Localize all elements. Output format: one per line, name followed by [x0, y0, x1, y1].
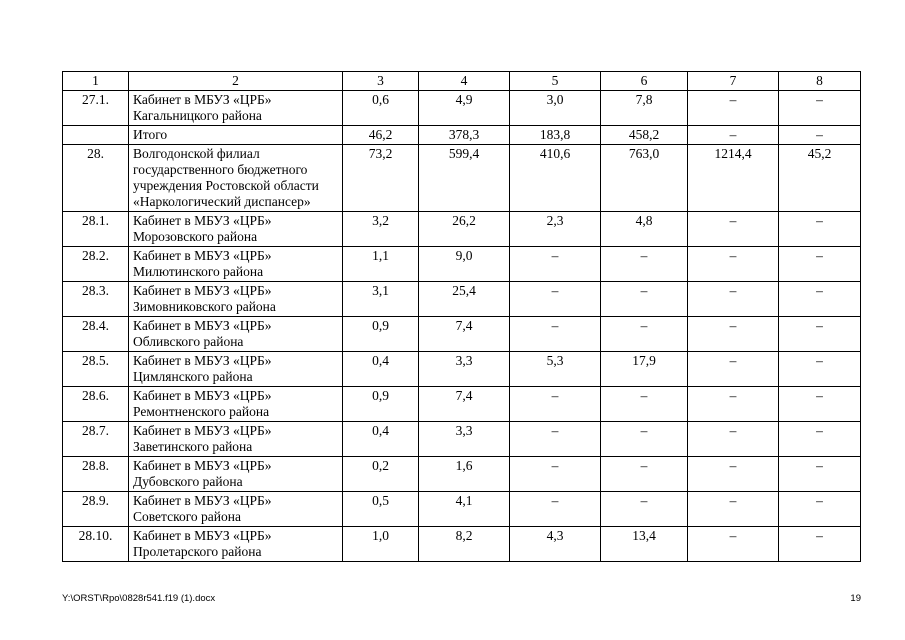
- footer-file-path: Y:\ORST\Rpo\0828r541.f19 (1).docx: [62, 593, 216, 604]
- table-row: [63, 422, 861, 457]
- cell-col6: 13,4: [601, 527, 688, 562]
- cell-col7: –: [688, 527, 779, 562]
- cell-col7: –: [688, 247, 779, 282]
- row-name: Кабинет в МБУЗ «ЦРБ» Зимовниковского района: [129, 282, 343, 317]
- cell-col7: –: [688, 282, 779, 317]
- cell-col4: 26,2: [419, 212, 510, 247]
- table-row: [63, 212, 861, 247]
- table-row: [63, 352, 861, 387]
- header-cell: 4: [419, 72, 510, 91]
- cell-col7: –: [688, 91, 779, 126]
- cell-col6: –: [601, 422, 688, 457]
- cell-col6: 763,0: [601, 145, 688, 212]
- cell-col3: 0,4: [343, 422, 419, 457]
- cell-col5: –: [510, 387, 601, 422]
- cell-col5: 4,3: [510, 527, 601, 562]
- table-row: [63, 91, 861, 126]
- cell-col6: –: [601, 387, 688, 422]
- cell-col7: –: [688, 212, 779, 247]
- row-name: Кабинет в МБУЗ «ЦРБ» Ремонтненского района: [129, 387, 343, 422]
- header-cell: 5: [510, 72, 601, 91]
- row-number: 28.1.: [63, 212, 129, 247]
- header-cell: 7: [688, 72, 779, 91]
- cell-col3: 1,1: [343, 247, 419, 282]
- row-name: Кабинет в МБУЗ «ЦРБ» Заветинского района: [129, 422, 343, 457]
- cell-col5: 183,8: [510, 126, 601, 145]
- header-cell: 6: [601, 72, 688, 91]
- cell-col8: –: [779, 387, 861, 422]
- row-name: Кабинет в МБУЗ «ЦРБ» Цимлянского района: [129, 352, 343, 387]
- table-row: [63, 282, 861, 317]
- table-row: [63, 126, 861, 145]
- cell-col7: –: [688, 126, 779, 145]
- cell-col6: 458,2: [601, 126, 688, 145]
- cell-col6: 17,9: [601, 352, 688, 387]
- row-name: Итого: [129, 126, 343, 145]
- cell-col4: 3,3: [419, 352, 510, 387]
- row-number: 28.3.: [63, 282, 129, 317]
- row-number: 28.7.: [63, 422, 129, 457]
- cell-col7: –: [688, 317, 779, 352]
- cell-col8: 45,2: [779, 145, 861, 212]
- cell-col4: 9,0: [419, 247, 510, 282]
- data-table: [62, 71, 861, 562]
- table-row: [63, 145, 861, 212]
- cell-col6: 7,8: [601, 91, 688, 126]
- cell-col4: 25,4: [419, 282, 510, 317]
- row-number: 28.4.: [63, 317, 129, 352]
- table-row: [63, 492, 861, 527]
- row-name: Кабинет в МБУЗ «ЦРБ» Обливского района: [129, 317, 343, 352]
- cell-col5: –: [510, 422, 601, 457]
- cell-col3: 0,4: [343, 352, 419, 387]
- cell-col7: –: [688, 352, 779, 387]
- cell-col4: 4,9: [419, 91, 510, 126]
- cell-col5: –: [510, 282, 601, 317]
- cell-col8: –: [779, 282, 861, 317]
- row-number: [63, 126, 129, 145]
- cell-col4: 8,2: [419, 527, 510, 562]
- header-cell: 2: [129, 72, 343, 91]
- header-cell: 1: [63, 72, 129, 91]
- cell-col3: 3,2: [343, 212, 419, 247]
- cell-col8: –: [779, 247, 861, 282]
- cell-col3: 0,9: [343, 317, 419, 352]
- cell-col6: –: [601, 247, 688, 282]
- cell-col5: 3,0: [510, 91, 601, 126]
- row-name: Кабинет в МБУЗ «ЦРБ» Советского района: [129, 492, 343, 527]
- page-number: 19: [850, 593, 861, 604]
- cell-col7: –: [688, 387, 779, 422]
- cell-col6: –: [601, 317, 688, 352]
- cell-col8: –: [779, 126, 861, 145]
- cell-col4: 3,3: [419, 422, 510, 457]
- cell-col3: 0,5: [343, 492, 419, 527]
- cell-col3: 1,0: [343, 527, 419, 562]
- row-number: 28.10.: [63, 527, 129, 562]
- cell-col3: 3,1: [343, 282, 419, 317]
- cell-col5: –: [510, 247, 601, 282]
- cell-col7: –: [688, 457, 779, 492]
- cell-col8: –: [779, 527, 861, 562]
- cell-col5: –: [510, 317, 601, 352]
- row-number: 28.6.: [63, 387, 129, 422]
- cell-col4: 599,4: [419, 145, 510, 212]
- cell-col5: –: [510, 492, 601, 527]
- cell-col4: 7,4: [419, 317, 510, 352]
- table-row: [63, 387, 861, 422]
- header-cell: 8: [779, 72, 861, 91]
- table-row: [63, 457, 861, 492]
- row-name: Кабинет в МБУЗ «ЦРБ» Кагальницкого района: [129, 91, 343, 126]
- cell-col6: –: [601, 457, 688, 492]
- cell-col8: –: [779, 91, 861, 126]
- cell-col6: 4,8: [601, 212, 688, 247]
- cell-col5: 410,6: [510, 145, 601, 212]
- cell-col3: 0,9: [343, 387, 419, 422]
- cell-col5: 5,3: [510, 352, 601, 387]
- cell-col8: –: [779, 352, 861, 387]
- row-number: 28.9.: [63, 492, 129, 527]
- cell-col4: 1,6: [419, 457, 510, 492]
- header-cell: 3: [343, 72, 419, 91]
- cell-col4: 378,3: [419, 126, 510, 145]
- cell-col5: –: [510, 457, 601, 492]
- cell-col8: –: [779, 492, 861, 527]
- cell-col5: 2,3: [510, 212, 601, 247]
- row-number: 27.1.: [63, 91, 129, 126]
- cell-col3: 0,6: [343, 91, 419, 126]
- row-number: 28.2.: [63, 247, 129, 282]
- cell-col7: 1214,4: [688, 145, 779, 212]
- cell-col3: 0,2: [343, 457, 419, 492]
- row-number: 28.: [63, 145, 129, 212]
- header-row: [63, 72, 861, 91]
- row-number: 28.5.: [63, 352, 129, 387]
- cell-col3: 46,2: [343, 126, 419, 145]
- cell-col7: –: [688, 422, 779, 457]
- cell-col3: 73,2: [343, 145, 419, 212]
- cell-col4: 4,1: [419, 492, 510, 527]
- table-row: [63, 317, 861, 352]
- row-name: Волгодонской филиал государственного бюджетного учреждения Ростовской области «Наркологический диспансер»: [129, 145, 343, 212]
- cell-col8: –: [779, 212, 861, 247]
- row-name: Кабинет в МБУЗ «ЦРБ» Милютинского района: [129, 247, 343, 282]
- cell-col8: –: [779, 422, 861, 457]
- row-name: Кабинет в МБУЗ «ЦРБ» Морозовского района: [129, 212, 343, 247]
- cell-col4: 7,4: [419, 387, 510, 422]
- table-row: [63, 527, 861, 562]
- cell-col8: –: [779, 457, 861, 492]
- cell-col8: –: [779, 317, 861, 352]
- cell-col7: –: [688, 492, 779, 527]
- cell-col6: –: [601, 492, 688, 527]
- table-row: [63, 247, 861, 282]
- row-name: Кабинет в МБУЗ «ЦРБ» Дубовского района: [129, 457, 343, 492]
- row-name: Кабинет в МБУЗ «ЦРБ» Пролетарского района: [129, 527, 343, 562]
- row-number: 28.8.: [63, 457, 129, 492]
- cell-col6: –: [601, 282, 688, 317]
